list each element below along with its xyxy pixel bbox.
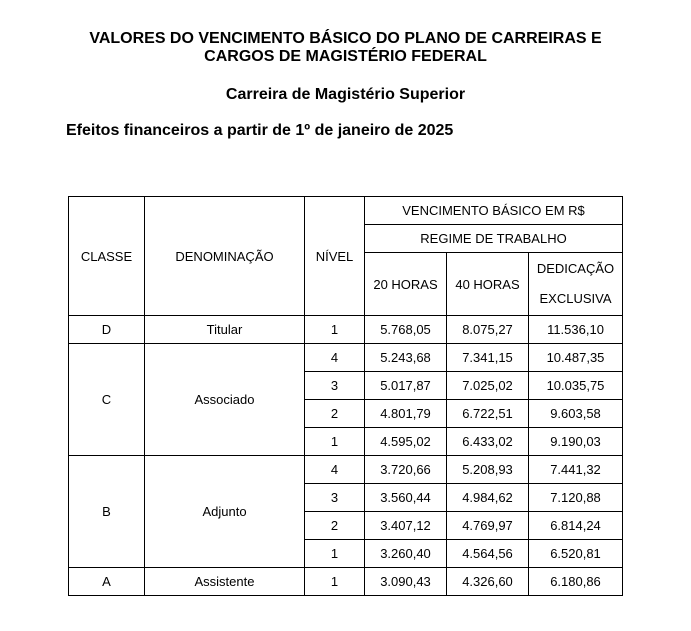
header-nivel: NÍVEL xyxy=(305,197,365,316)
header-vencimento: VENCIMENTO BÁSICO EM R$ xyxy=(365,197,623,225)
title-line-2: CARGOS DE MAGISTÉRIO FEDERAL xyxy=(204,48,487,65)
cell-h20: 5.768,05 xyxy=(365,316,447,344)
cell-h40: 8.075,27 xyxy=(447,316,529,344)
cell-nivel: 3 xyxy=(305,484,365,512)
cell-denominacao: Associado xyxy=(145,344,305,456)
header-classe: CLASSE xyxy=(69,197,145,316)
cell-h20: 3.090,43 xyxy=(365,568,447,596)
effects-date: Efeitos financeiros a partir de 1º de janeiro de 2025 xyxy=(66,122,454,139)
cell-nivel: 1 xyxy=(305,316,365,344)
cell-nivel: 1 xyxy=(305,568,365,596)
header-denominacao: DENOMINAÇÃO xyxy=(145,197,305,316)
table-row xyxy=(69,316,623,344)
subtitle: Carreira de Magistério Superior xyxy=(225,86,466,103)
header-40h: 40 HORAS xyxy=(447,253,529,316)
cell-h40: 6.433,02 xyxy=(447,428,529,456)
cell-nivel: 4 xyxy=(305,456,365,484)
cell-h20: 3.560,44 xyxy=(365,484,447,512)
cell-h40: 5.208,93 xyxy=(447,456,529,484)
cell-h20: 4.595,02 xyxy=(365,428,447,456)
cell-h20: 3.720,66 xyxy=(365,456,447,484)
cell-de: 6.520,81 xyxy=(529,540,623,568)
cell-de: 7.120,88 xyxy=(529,484,623,512)
cell-denominacao: Adjunto xyxy=(145,456,305,568)
cell-h40: 7.025,02 xyxy=(447,372,529,400)
cell-h20: 5.017,87 xyxy=(365,372,447,400)
title-line-1: VALORES DO VENCIMENTO BÁSICO DO PLANO DE CARREIRAS E xyxy=(89,30,602,47)
cell-h20: 3.407,12 xyxy=(365,512,447,540)
cell-de: 7.441,32 xyxy=(529,456,623,484)
cell-nivel: 3 xyxy=(305,372,365,400)
header-dedicacao xyxy=(529,253,623,316)
cell-h40: 6.722,51 xyxy=(447,400,529,428)
cell-nivel: 1 xyxy=(305,428,365,456)
cell-h40: 4.984,62 xyxy=(447,484,529,512)
header-20h: 20 HORAS xyxy=(365,253,447,316)
cell-classe: A xyxy=(69,568,145,596)
cell-denominacao: Assistente xyxy=(145,568,305,596)
cell-nivel: 4 xyxy=(305,344,365,372)
cell-nivel: 2 xyxy=(305,512,365,540)
cell-h20: 3.260,40 xyxy=(365,540,447,568)
header-dedicacao-line2: EXCLUSIVA xyxy=(539,291,612,306)
table-row xyxy=(69,344,623,372)
cell-de: 9.603,58 xyxy=(529,400,623,428)
cell-classe: B xyxy=(69,456,145,568)
cell-de: 6.180,86 xyxy=(529,568,623,596)
cell-de: 6.814,24 xyxy=(529,512,623,540)
document-title xyxy=(0,30,691,66)
cell-classe: C xyxy=(69,344,145,456)
cell-h20: 5.243,68 xyxy=(365,344,447,372)
cell-nivel: 1 xyxy=(305,540,365,568)
cell-h40: 4.769,97 xyxy=(447,512,529,540)
cell-classe: D xyxy=(69,316,145,344)
cell-h40: 7.341,15 xyxy=(447,344,529,372)
table-row xyxy=(69,456,623,484)
table-row xyxy=(69,568,623,596)
cell-h40: 4.326,60 xyxy=(447,568,529,596)
cell-h20: 4.801,79 xyxy=(365,400,447,428)
cell-nivel: 2 xyxy=(305,400,365,428)
header-dedicacao-line1: DEDICAÇÃO xyxy=(536,261,615,276)
cell-de: 10.035,75 xyxy=(529,372,623,400)
salary-table xyxy=(68,196,623,596)
cell-h40: 4.564,56 xyxy=(447,540,529,568)
cell-denominacao: Titular xyxy=(145,316,305,344)
cell-de: 11.536,10 xyxy=(529,316,623,344)
cell-de: 10.487,35 xyxy=(529,344,623,372)
header-regime: REGIME DE TRABALHO xyxy=(365,225,623,253)
cell-de: 9.190,03 xyxy=(529,428,623,456)
